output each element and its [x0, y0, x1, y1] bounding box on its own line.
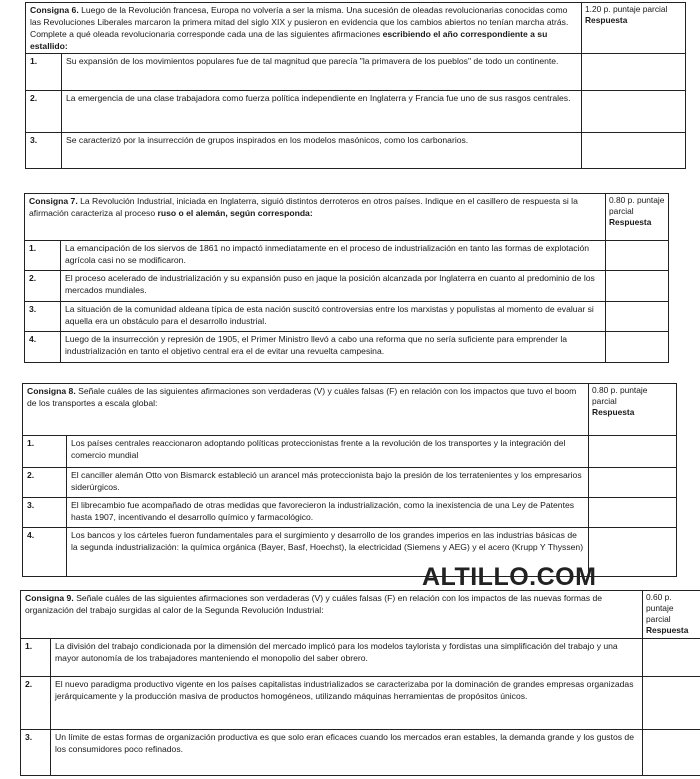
consigna-6-text: Luego de la Revolución francesa, Europa no volvería a ser la misma. Una sucesión de oleadas revolucionarias conocidas como las Revoluciones Liberales marcaron la primera mitad del siglo XIX y pusieron en evidencia que los cambios abiertos no tenían marcha atrás. Complete a qué oleada revolucionaria corresponde cada una de las siguientes afirmaciones	[30, 5, 569, 39]
item-statement: El librecambio fue acompañado de otras medidas que favorecieron la industrialización, como la inexistencia de una Ley de Patentes hasta 1907, incentivando el desarrollo químico y farmacológico.	[67, 498, 589, 528]
answer-cell[interactable]	[643, 729, 700, 775]
consigna-8-table	[22, 383, 677, 577]
answer-cell[interactable]	[643, 677, 700, 729]
consigna-8-points: 0.80 p. puntaje parcial	[592, 385, 648, 406]
answer-cell[interactable]	[582, 133, 686, 169]
table-row	[25, 301, 669, 332]
consigna-9-table	[20, 590, 700, 776]
consigna-6-points-cell	[582, 3, 686, 54]
consigna-9-prompt	[21, 591, 643, 639]
answer-cell[interactable]	[589, 528, 677, 577]
table-row	[21, 639, 700, 677]
table-row	[26, 54, 686, 91]
answer-cell[interactable]	[606, 271, 669, 302]
item-number: 1.	[25, 240, 61, 271]
item-statement: La situación de la comunidad aldeana típica de esta nación suscitó controversias entre los marxistas y populistas al momento de evaluar si aquella era un obstáculo para el desarrollo industrial.	[61, 301, 606, 332]
item-number: 1.	[21, 639, 51, 677]
answer-cell[interactable]	[589, 498, 677, 528]
table-row	[25, 271, 669, 302]
consigna-7-block	[24, 193, 668, 363]
item-statement: La emergencia de una clase trabajadora como fuerza política independiente en Inglaterra y Francia fue uno de sus rasgos centrales.	[62, 91, 582, 133]
answer-cell[interactable]	[582, 91, 686, 133]
item-number: 3.	[21, 729, 51, 775]
consigna-6-points: 1.20 p. puntaje parcial	[585, 4, 668, 14]
item-number: 3.	[23, 498, 67, 528]
answer-cell[interactable]	[606, 240, 669, 271]
consigna-7-prompt	[25, 194, 606, 241]
item-statement: Un límite de estas formas de organización productiva es que solo eran eficaces cuando los mercados eran estables, la demanda grande y los gustos de los consumidores poco refinados.	[51, 729, 643, 775]
consigna-6-table	[25, 2, 686, 169]
item-statement: El nuevo paradigma productivo vigente en los países capitalistas industrializados se caracterizaba por la dominación de grandes empresas organizadas jerárquicamente y la producción masiva de productos homogéneos, utilizando máquinas herramientas de propósitos únicos.	[51, 677, 643, 729]
item-number: 4.	[23, 528, 67, 577]
consigna-7-points: 0.80 p. puntaje parcial	[609, 195, 665, 216]
table-row	[21, 729, 700, 775]
consigna-8-answer-header: Respuesta	[592, 407, 635, 417]
item-statement: Los bancos y los cárteles fueron fundamentales para el surgimiento y desarrollo de los grandes imperios en las industrias básicas de la segunda industrialización: la química orgánica (Bayer, Basf, Hoechst), la electricidad (Siemens y AEG) y el acero (Krupp Y Thyssen)	[67, 528, 589, 577]
consigna-6-answer-header: Respuesta	[585, 15, 628, 25]
item-number: 2.	[23, 468, 67, 498]
item-statement: La emancipación de los siervos de 1861 no impactó inmediatamente en el proceso de industrialización en tanto las formas de explotación agrícola casi no se modificaron.	[61, 240, 606, 271]
consigna-7-text: La Revolución Industrial, iniciada en Inglaterra, siguió distintos derroteros en otros países. Indique en el casillero de respuesta si la afirmación caracteriza al proceso	[29, 196, 578, 218]
consigna-7-label: Consigna 7.	[29, 196, 78, 206]
consigna-8-prompt	[23, 384, 589, 436]
answer-cell[interactable]	[643, 639, 700, 677]
item-number: 4.	[25, 332, 61, 363]
table-row	[25, 240, 669, 271]
consigna-9-answer-header: Respuesta	[646, 625, 689, 635]
item-statement: Se caracterizó por la insurrección de grupos inspirados en los modelos masónicos, como los carbonarios.	[62, 133, 582, 169]
item-number: 2.	[25, 271, 61, 302]
consigna-7-text-bold: ruso o el alemán, según corresponda:	[157, 208, 313, 218]
item-statement: El canciller alemán Otto von Bismarck estableció un arancel más proteccionista bajo la presión de los terratenientes y los empresarios siderúrgicos.	[67, 468, 589, 498]
table-row	[21, 677, 700, 729]
item-statement: Luego de la insurrección y represión de 1905, el Primer Ministro llevó a cabo una reforma que no sería suficiente para emprender la industrialización en tanto el objetivo central era el de evitar una revuelta campesina.	[61, 332, 606, 363]
consigna-6-text-bold: escribiendo el año correspondiente a su estallido:	[30, 29, 548, 51]
consigna-7-points-cell	[606, 194, 669, 241]
item-statement: Su expansión de los movimientos populares fue de tal magnitud que parecía "la primavera de los pueblos" de todo un continente.	[62, 54, 582, 91]
answer-cell[interactable]	[589, 436, 677, 468]
table-row	[26, 133, 686, 169]
item-number: 2.	[26, 91, 62, 133]
consigna-6-prompt	[26, 3, 582, 54]
consigna-9-block	[20, 590, 700, 776]
item-number: 2.	[21, 677, 51, 729]
item-number: 1.	[23, 436, 67, 468]
answer-cell[interactable]	[606, 301, 669, 332]
table-row	[26, 91, 686, 133]
watermark: ALTILLO.COM	[422, 563, 597, 591]
table-row	[25, 332, 669, 363]
answer-cell[interactable]	[582, 54, 686, 91]
consigna-8-label: Consigna 8.	[27, 386, 76, 396]
table-row	[23, 468, 677, 498]
consigna-9-label: Consigna 9.	[25, 593, 74, 603]
item-statement: La división del trabajo condicionada por la dimensión del mercado implicó para los modelos taylorista y fordistas una simplificación del trabajo y una mayor autonomía de los trabajadores manteniendo el monopolio del saber obrero.	[51, 639, 643, 677]
consigna-9-text: Señale cuáles de las siguientes afirmaciones son verdaderas (V) y cuáles falsas (F) en relación con los impactos de las nuevas formas de organización del trabajo surgidas al calor de la Segunda Revolución Industrial:	[25, 593, 603, 615]
consigna-7-answer-header: Respuesta	[609, 217, 652, 227]
consigna-8-block	[22, 383, 676, 576]
item-number: 3.	[26, 133, 62, 169]
answer-cell[interactable]	[589, 468, 677, 498]
consigna-6-label: Consigna 6.	[30, 5, 79, 15]
consigna-8-points-cell	[589, 384, 677, 436]
table-row	[23, 498, 677, 528]
item-statement: Los países centrales reaccionaron adoptando políticas proteccionistas frente a la revolución de los transportes y la integración del comercio mundial	[67, 436, 589, 468]
table-row	[23, 436, 677, 468]
consigna-8-text: Señale cuáles de las siguientes afirmaciones son verdaderas (V) y cuáles falsas (F) en relación con los impactos que tuvo el boom de los transportes a escala global:	[27, 386, 577, 408]
answer-cell[interactable]	[606, 332, 669, 363]
consigna-7-table	[24, 193, 669, 363]
item-number: 1.	[26, 54, 62, 91]
consigna-6-block	[25, 2, 685, 167]
item-number: 3.	[25, 301, 61, 332]
consigna-9-points: 0.60 p. puntaje parcial	[646, 592, 674, 624]
item-statement: El proceso acelerado de industrialización y su expansión puso en jaque la posición alcanzada por Inglaterra en cuanto al predominio de los mercados mundiales.	[61, 271, 606, 302]
consigna-9-points-cell	[643, 591, 700, 639]
